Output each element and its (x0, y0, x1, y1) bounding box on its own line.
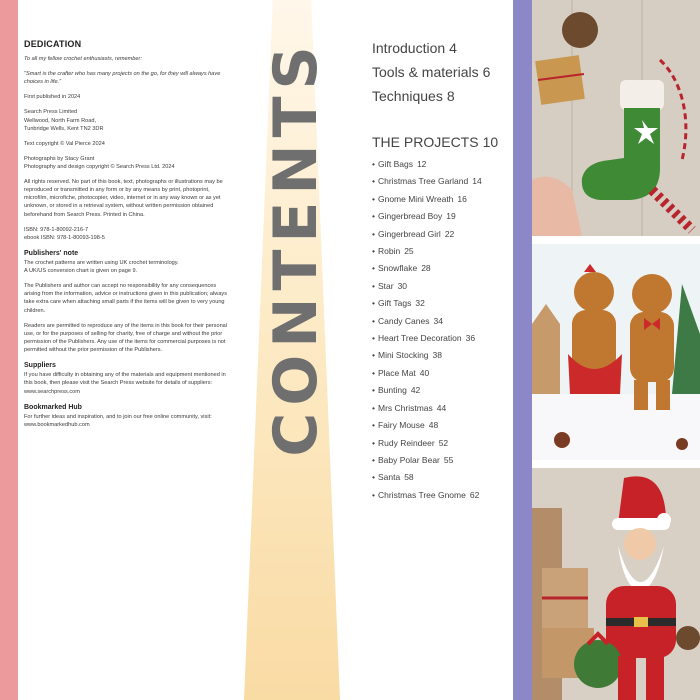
bullet-icon: • (372, 402, 375, 413)
toc-project-item[interactable] (372, 260, 512, 277)
disclaimer: The Publishers and author can accept no responsibility for any consequences arising from the information, advice or instructions given in this publication; always take extra care when attaching small parts if the items will be given to very young children. (24, 283, 228, 314)
toc-item-page: 38 (432, 350, 443, 361)
toc-project-item[interactable] (372, 382, 512, 399)
toc-item-label: Candy Canes (377, 315, 430, 326)
toc-item-label: Christmas Tree Gnome (377, 489, 466, 500)
toc-item-page: 36 (465, 333, 476, 344)
hub-text: For further ideas and inspiration, and to join our free online community, visit: www.bookmarkedhub.com (24, 413, 212, 428)
publisher-line: Tunbridge Wells, Kent TN2 3DR (24, 125, 104, 132)
toc-item-label: Mini Stocking (377, 350, 429, 361)
ebook-isbn: ebook ISBN: 978-1-80093-198-5 (24, 234, 105, 241)
toc-item-page: 8 (446, 88, 455, 104)
bullet-icon: • (372, 280, 375, 291)
projects-heading-label: THE PROJECTS (372, 134, 479, 150)
toc-project-item[interactable] (372, 208, 512, 225)
toc-item-label: Introduction (372, 40, 446, 56)
toc-project-item[interactable] (372, 295, 512, 312)
toc-project-item[interactable] (372, 417, 512, 434)
toc-item-page: 30 (397, 280, 408, 291)
santa-photo (532, 468, 700, 700)
bullet-icon: • (372, 385, 375, 396)
toc-intro-item[interactable] (372, 40, 512, 56)
dedication-quote: "Smart is the crafter who has many projects on the go, for they will always have choices in life." (24, 71, 221, 86)
photo-credits (24, 155, 234, 171)
suppliers-url: www.searchpress.com (24, 388, 80, 395)
publisher-address (24, 108, 234, 132)
bullet-icon: • (372, 315, 375, 326)
dedication-line: To all my fellow crochet enthusiasts, remember: (24, 56, 142, 63)
project-list (372, 156, 512, 504)
toc-item-page: 34 (433, 315, 443, 326)
publishers-note-line: A UK/US conversion chart is given on page 9. (24, 268, 138, 275)
toc-project-item[interactable] (372, 313, 512, 330)
toc-project-item[interactable] (372, 469, 512, 486)
publishers-note (24, 259, 234, 275)
publisher-line: Search Press Limited (24, 109, 78, 116)
stocking-photo (532, 0, 700, 236)
left-color-band (0, 0, 18, 700)
toc-item-label: Bunting (377, 385, 407, 396)
bullet-icon: • (372, 159, 375, 169)
suppliers-body: If you have difficulty in obtaining any of the materials and equipment mentioned in this book, then please visit the Search Press website for details of suppliers: (24, 372, 226, 387)
bullet-icon: • (372, 472, 375, 483)
toc-item-label: Fairy Mouse (377, 420, 425, 431)
bullet-icon: • (372, 211, 375, 222)
text-copyright: Text copyright © Val Pierce 2024 (24, 140, 105, 147)
toc-project-item[interactable] (372, 347, 512, 364)
toc-item-page: 28 (421, 263, 431, 274)
suppliers-title: Suppliers (24, 362, 56, 370)
reproduction-permission: Readers are permitted to reproduce any of the items in this book for their personal use, or for the purposes of selling for charity, free of charge and without the prior permission of the Publishers. Any use of the items for commercial purposes is not permitted without the prior permission of the Publishers. (24, 322, 228, 354)
bullet-icon: • (372, 367, 375, 378)
bullet-icon: • (372, 298, 375, 309)
toc-item-page: 25 (404, 246, 414, 257)
toc-item-page: 40 (419, 367, 430, 378)
toc-project-item[interactable] (372, 487, 512, 504)
imprint-column (24, 38, 234, 436)
toc-project-item[interactable] (372, 365, 512, 382)
toc-project-item[interactable] (372, 278, 512, 295)
toc-project-item[interactable] (372, 400, 512, 417)
toc-item-label: Gingerbread Girl (377, 228, 441, 239)
toc-item-page: 4 (449, 40, 457, 56)
toc-item-label: Tools & materials (372, 64, 479, 80)
toc-item-label: Rudy Reindeer (377, 437, 435, 448)
toc-item-page: 22 (444, 228, 455, 239)
table-of-contents (372, 40, 512, 504)
toc-item-label: Robin (377, 246, 401, 257)
toc-item-page: 32 (415, 298, 425, 309)
right-color-band (513, 0, 532, 700)
photographs-by: Photographs by Stacy Grant (24, 155, 95, 162)
publishers-note-line: The crochet patterns are written using UK crochet terminology. (24, 260, 179, 267)
toc-item-label: Techniques (372, 88, 443, 104)
projects-heading[interactable] (372, 134, 512, 150)
rights-statement: All rights reserved. No part of this book, text, photographs or illustrations may be reproduced or transmitted in any form or by any means by print, photoprint, microfilm, microfiche, photocopier, video, internet or in any way known or as yet unknown, or stored in a retrieval system, without written permission obtained beforehand from Search Press. Printed in China. (24, 179, 223, 218)
contents-title: CONTENTS (261, 39, 331, 457)
publishers-note-title: Publishers' note (24, 249, 79, 257)
toc-project-item[interactable] (372, 191, 512, 208)
dedication-title: DEDICATION (24, 39, 82, 49)
isbn-block (24, 226, 234, 242)
toc-project-item[interactable] (372, 435, 512, 452)
bullet-icon: • (372, 263, 375, 274)
toc-project-item[interactable] (372, 173, 512, 190)
toc-item-page: 44 (436, 402, 447, 413)
toc-item-label: Gingerbread Boy (377, 211, 443, 222)
bullet-icon: • (372, 454, 375, 465)
bullet-icon: • (372, 350, 375, 361)
toc-item-label: Star (377, 280, 394, 291)
photo-gap (532, 460, 700, 468)
toc-item-page: 14 (472, 176, 482, 187)
toc-item-page: 6 (482, 64, 491, 80)
first-published: First published in 2024 (24, 94, 81, 101)
gingerbread-photo (532, 244, 700, 460)
bullet-icon: • (372, 176, 375, 187)
intro-list (372, 40, 512, 104)
toc-item-label: Heart Tree Decoration (377, 333, 462, 344)
bullet-icon: • (372, 228, 375, 239)
isbn: ISBN: 978-1-80092-216-7 (24, 226, 89, 233)
toc-item-label: Baby Polar Bear (377, 454, 440, 465)
toc-intro-item[interactable] (372, 64, 512, 80)
toc-item-label: Gift Bags (377, 159, 413, 169)
toc-item-label: Gnome Mini Wreath (377, 193, 454, 204)
toc-item-label: Gift Tags (377, 298, 412, 309)
toc-item-page: 12 (416, 159, 427, 169)
toc-item-label: Mrs Christmas (377, 402, 433, 413)
projects-heading-page: 10 (482, 134, 499, 150)
toc-item-page: 52 (438, 437, 449, 448)
toc-item-page: 19 (446, 211, 456, 222)
toc-item-page: 55 (443, 454, 454, 465)
toc-project-item[interactable] (372, 226, 512, 243)
toc-item-page: 58 (404, 472, 414, 483)
publisher-line: Wellwood, North Farm Road, (24, 117, 97, 124)
toc-item-page: 48 (428, 420, 439, 431)
bullet-icon: • (372, 420, 375, 431)
bullet-icon: • (372, 193, 375, 204)
bullet-icon: • (372, 437, 375, 448)
toc-project-item[interactable] (372, 330, 512, 347)
toc-item-page: 62 (469, 489, 480, 500)
suppliers-text (24, 371, 234, 395)
toc-item-page: 42 (410, 385, 421, 396)
toc-project-item[interactable] (372, 156, 512, 173)
bullet-icon: • (372, 489, 375, 500)
toc-project-item[interactable] (372, 243, 512, 260)
toc-item-label: Christmas Tree Garland (377, 176, 469, 187)
toc-item-page: 16 (457, 193, 467, 204)
bullet-icon: • (372, 246, 375, 257)
toc-intro-item[interactable] (372, 88, 512, 104)
toc-item-label: Santa (377, 472, 401, 483)
photo-gap (532, 236, 700, 244)
toc-item-label: Snowflake (377, 263, 418, 274)
photo-copyright: Photography and design copyright © Search Press Ltd. 2024 (24, 164, 175, 171)
toc-item-label: Place Mat (377, 367, 416, 378)
toc-project-item[interactable] (372, 452, 512, 469)
hub-title: Bookmarked Hub (24, 403, 82, 411)
bullet-icon: • (372, 333, 375, 344)
